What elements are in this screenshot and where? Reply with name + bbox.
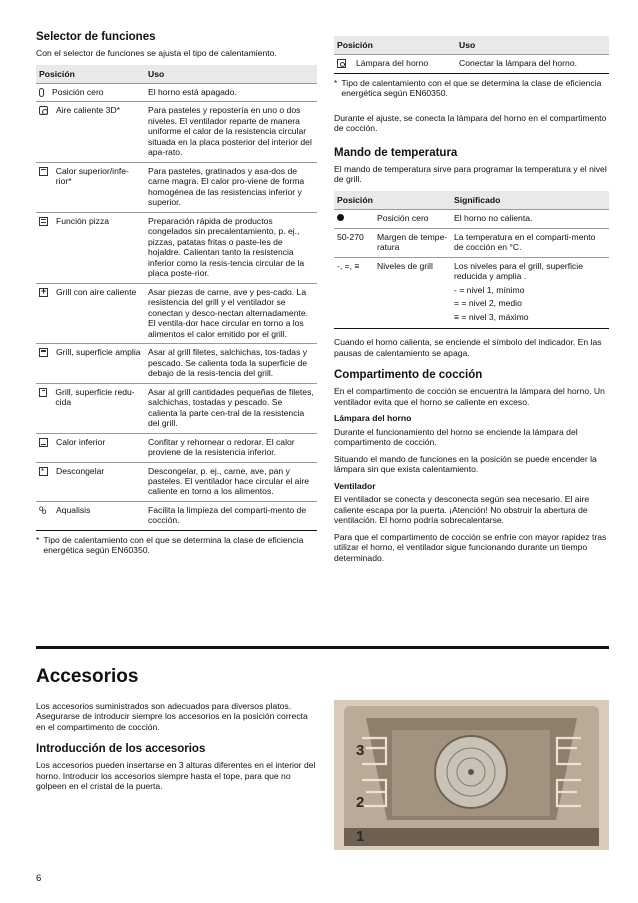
position-label: Grill, superficie amplia [56, 347, 141, 358]
position-label: Grill con aire caliente [56, 286, 137, 297]
position-label: Aqualisis [56, 504, 91, 515]
col-header-use: Uso [145, 65, 317, 84]
paragraph: Situando el mando de funciones en la posición se puede encender la lámpara sin que exista calentamiento. [334, 453, 597, 475]
table-row [334, 55, 609, 73]
position-label: Calor superior/infe-rior* [55, 165, 129, 187]
use-text: Confitar y rehornear o redorar. El calor proviene de la resistencia inferior. [145, 433, 317, 462]
paragraph: Durante el funcionamiento del horno se enciende la lámpara del compartimento de cocción. [334, 426, 578, 448]
table-row [36, 501, 317, 530]
position-label: Posición cero [52, 86, 104, 97]
use-text: Para pasteles, gratinados y asa-dos de carne magra. El calor pro-viene de forma homogénea de las resistencias inferior y superior. [145, 162, 317, 212]
level-3-label: 3 [356, 742, 365, 759]
table-row [334, 257, 609, 328]
function-selector-section [36, 30, 317, 556]
table-row [334, 228, 609, 257]
page-section-title: Accesorios [36, 666, 139, 687]
footnote-mark: * [334, 77, 338, 88]
heating-indicator-note: Cuando el horno calienta, se enciende el símbolo del indicador. En las pausas de calentamiento se apaga. [334, 337, 602, 358]
grill-level-3: ≡ = nivel 3, máximo [454, 311, 529, 322]
zero-position-icon [39, 88, 44, 97]
lamp-icon [337, 59, 346, 68]
position-label: Posición cero [374, 210, 451, 228]
position-label: Descongelar [56, 465, 105, 476]
subsection-title: Ventilador [334, 480, 376, 491]
col-header-position: Posición [36, 65, 145, 84]
lamp-note: Durante el ajuste, se conecta la lámpara del horno en el compartimento de cocción. [334, 112, 607, 134]
col-header-position: Posición [334, 191, 451, 210]
section-intro: Con el selector de funciones se ajusta el tipo de calentamiento. [36, 48, 277, 59]
footnote [334, 78, 609, 99]
table-row [36, 83, 317, 101]
table-row [36, 433, 317, 462]
aqualisis-icon [39, 506, 48, 515]
defrost-icon [39, 467, 48, 476]
footnote-text: Tipo de calentamiento con el que se determina la clase de eficiencia energética según EN60350. [43, 534, 304, 556]
lamp-table [334, 36, 609, 74]
col-header-position: Posición [334, 36, 456, 55]
table-row [36, 383, 317, 433]
oven-interior-illustration [334, 700, 609, 850]
use-text: Descongelar, p. ej., carne, ave, pan y pasteles. El ventilador hace circular el aire caliente en torno a los alimentos. [145, 462, 317, 501]
use-text: Facilita la limpieza del comparti-mento de cocción. [145, 501, 317, 530]
footnote-mark: * [36, 534, 40, 545]
table-row [36, 102, 317, 162]
oven-interior-image [334, 700, 609, 850]
pizza-function-icon [39, 217, 48, 226]
level-2-label: 2 [356, 794, 365, 811]
footnote-text: Tipo de calentamiento con el que se determina la clase de eficiencia energética según EN60350. [341, 77, 602, 99]
use-text: Para pasteles y repostería en uno o dos niveles. El ventilador reparte de manera uniforme el calor de la resistencia circular situada en la placa posterior del interior del apa-rato. [145, 102, 317, 162]
position-label: Calor inferior [56, 436, 106, 447]
grill-fan-icon [39, 288, 48, 297]
use-text: Conectar la lámpara del horno. [456, 55, 609, 73]
fan-heat-3d-icon [39, 106, 48, 115]
use-text: El horno está apagado. [145, 83, 317, 101]
meaning-text: La temperatura en el comparti-mento de cocción en °C. [451, 228, 609, 257]
level-1-label: 1 [356, 828, 365, 845]
footnote [36, 535, 317, 556]
meaning-text: Los niveles para el grill, superficie reducida y amplia . [454, 260, 584, 282]
subsection-title: Lámpara del horno [334, 413, 412, 424]
zero-dot-icon [337, 214, 344, 221]
meaning-text: El horno no calienta. [451, 210, 609, 228]
table-row [36, 462, 317, 501]
accessories-section [36, 701, 317, 798]
position-label: Lámpara del horno [356, 58, 429, 69]
table-row [36, 344, 317, 383]
right-column [334, 36, 609, 569]
col-header-meaning: Significado [451, 191, 609, 210]
table-row [36, 212, 317, 283]
use-text: Asar al grill filetes, salchichas, tos-tadas y pescado. Se calienta toda la superficie de debajo de la resis-tencia del grill. [145, 344, 317, 383]
section-intro: Los accesorios suministrados son adecuados para diversos platos. Asegurarse de introducir siempre los accesorios en la posición correcta en el compartimento de cocción. [36, 701, 308, 732]
temperature-table [334, 191, 609, 329]
section-title: Compartimento de cocción [334, 369, 483, 382]
position-label: Grill, superficie redu-cida [55, 386, 135, 408]
section-title: Selector de funciones [36, 31, 156, 43]
section-intro: En el compartimento de cocción se encuentra la lámpara del horno. Un ventilador evita que el horno se caliente en exceso. [334, 386, 605, 407]
table-row [334, 210, 609, 228]
table-row [36, 162, 317, 212]
paragraph: Los accesorios pueden insertarse en 3 alturas diferentes en el interior del horno. Introducir los accesorios siempre hasta el tope, para que no golpeen en el cristal de la puerta. [36, 760, 316, 792]
position-label: Función pizza [56, 215, 110, 226]
section-title: Mando de temperatura [334, 146, 458, 159]
section-divider [36, 646, 609, 649]
position-label: Margen de tempe-ratura [374, 228, 451, 257]
bottom-heat-icon [39, 438, 48, 447]
position-label: Aire caliente 3D* [56, 105, 121, 116]
section-intro: El mando de temperatura sirve para programar la temperatura y el nivel de grill. [334, 163, 607, 185]
use-text: Asar al grill cantidades pequeñas de filetes, salchichas, tostadas y pescado. Se calienta la parte cen-tral de la resistencia del grill. [145, 383, 317, 433]
position-symbol: 50-270 [334, 228, 374, 257]
grill-level-2: = = nivel 2, medio [454, 298, 522, 309]
use-text: Preparación rápida de productos congelados sin precalentamiento, p. ej., pizzas, patatas fritas o paste-les de hojaldre. Calientan tanto la resistencia inferior como la resis-tencia circular de la placa poste-rior. [145, 212, 317, 283]
use-text: Asar piezas de carne, ave y pes-cado. La resistencia del grill y el ventilador se conectan y desco-nectan alternadamente. El ventila-dor hace circular en torno a los alimentos el calor emitido por el grill. [145, 283, 317, 343]
paragraph: El ventilador se conecta y desconecta según sea necesario. El aire caliente escapa por la puerta. ¡Atención! No obstruir la abertura de ventilación. El horno podría sobrecalentarse. [334, 494, 590, 526]
grill-level-1: - = nivel 1, mínimo [454, 284, 525, 295]
position-symbol: -, =, ≡ [334, 257, 374, 328]
grill-reduced-icon [39, 388, 47, 397]
paragraph: Para que el compartimento de cocción se enfríe con mayor rapidez tras utilizar el horno, el ventilador sigue funcionando durante un tiempo determinado. [334, 531, 607, 563]
top-bottom-heat-icon [39, 167, 48, 176]
subsection-title: Introducción de los accesorios [36, 743, 206, 756]
table-row [36, 283, 317, 343]
page-number: 6 [36, 873, 42, 884]
position-label: Niveles de grill [374, 257, 451, 328]
col-header-use: Uso [456, 36, 609, 55]
function-table [36, 65, 317, 531]
grill-large-icon [39, 348, 48, 357]
